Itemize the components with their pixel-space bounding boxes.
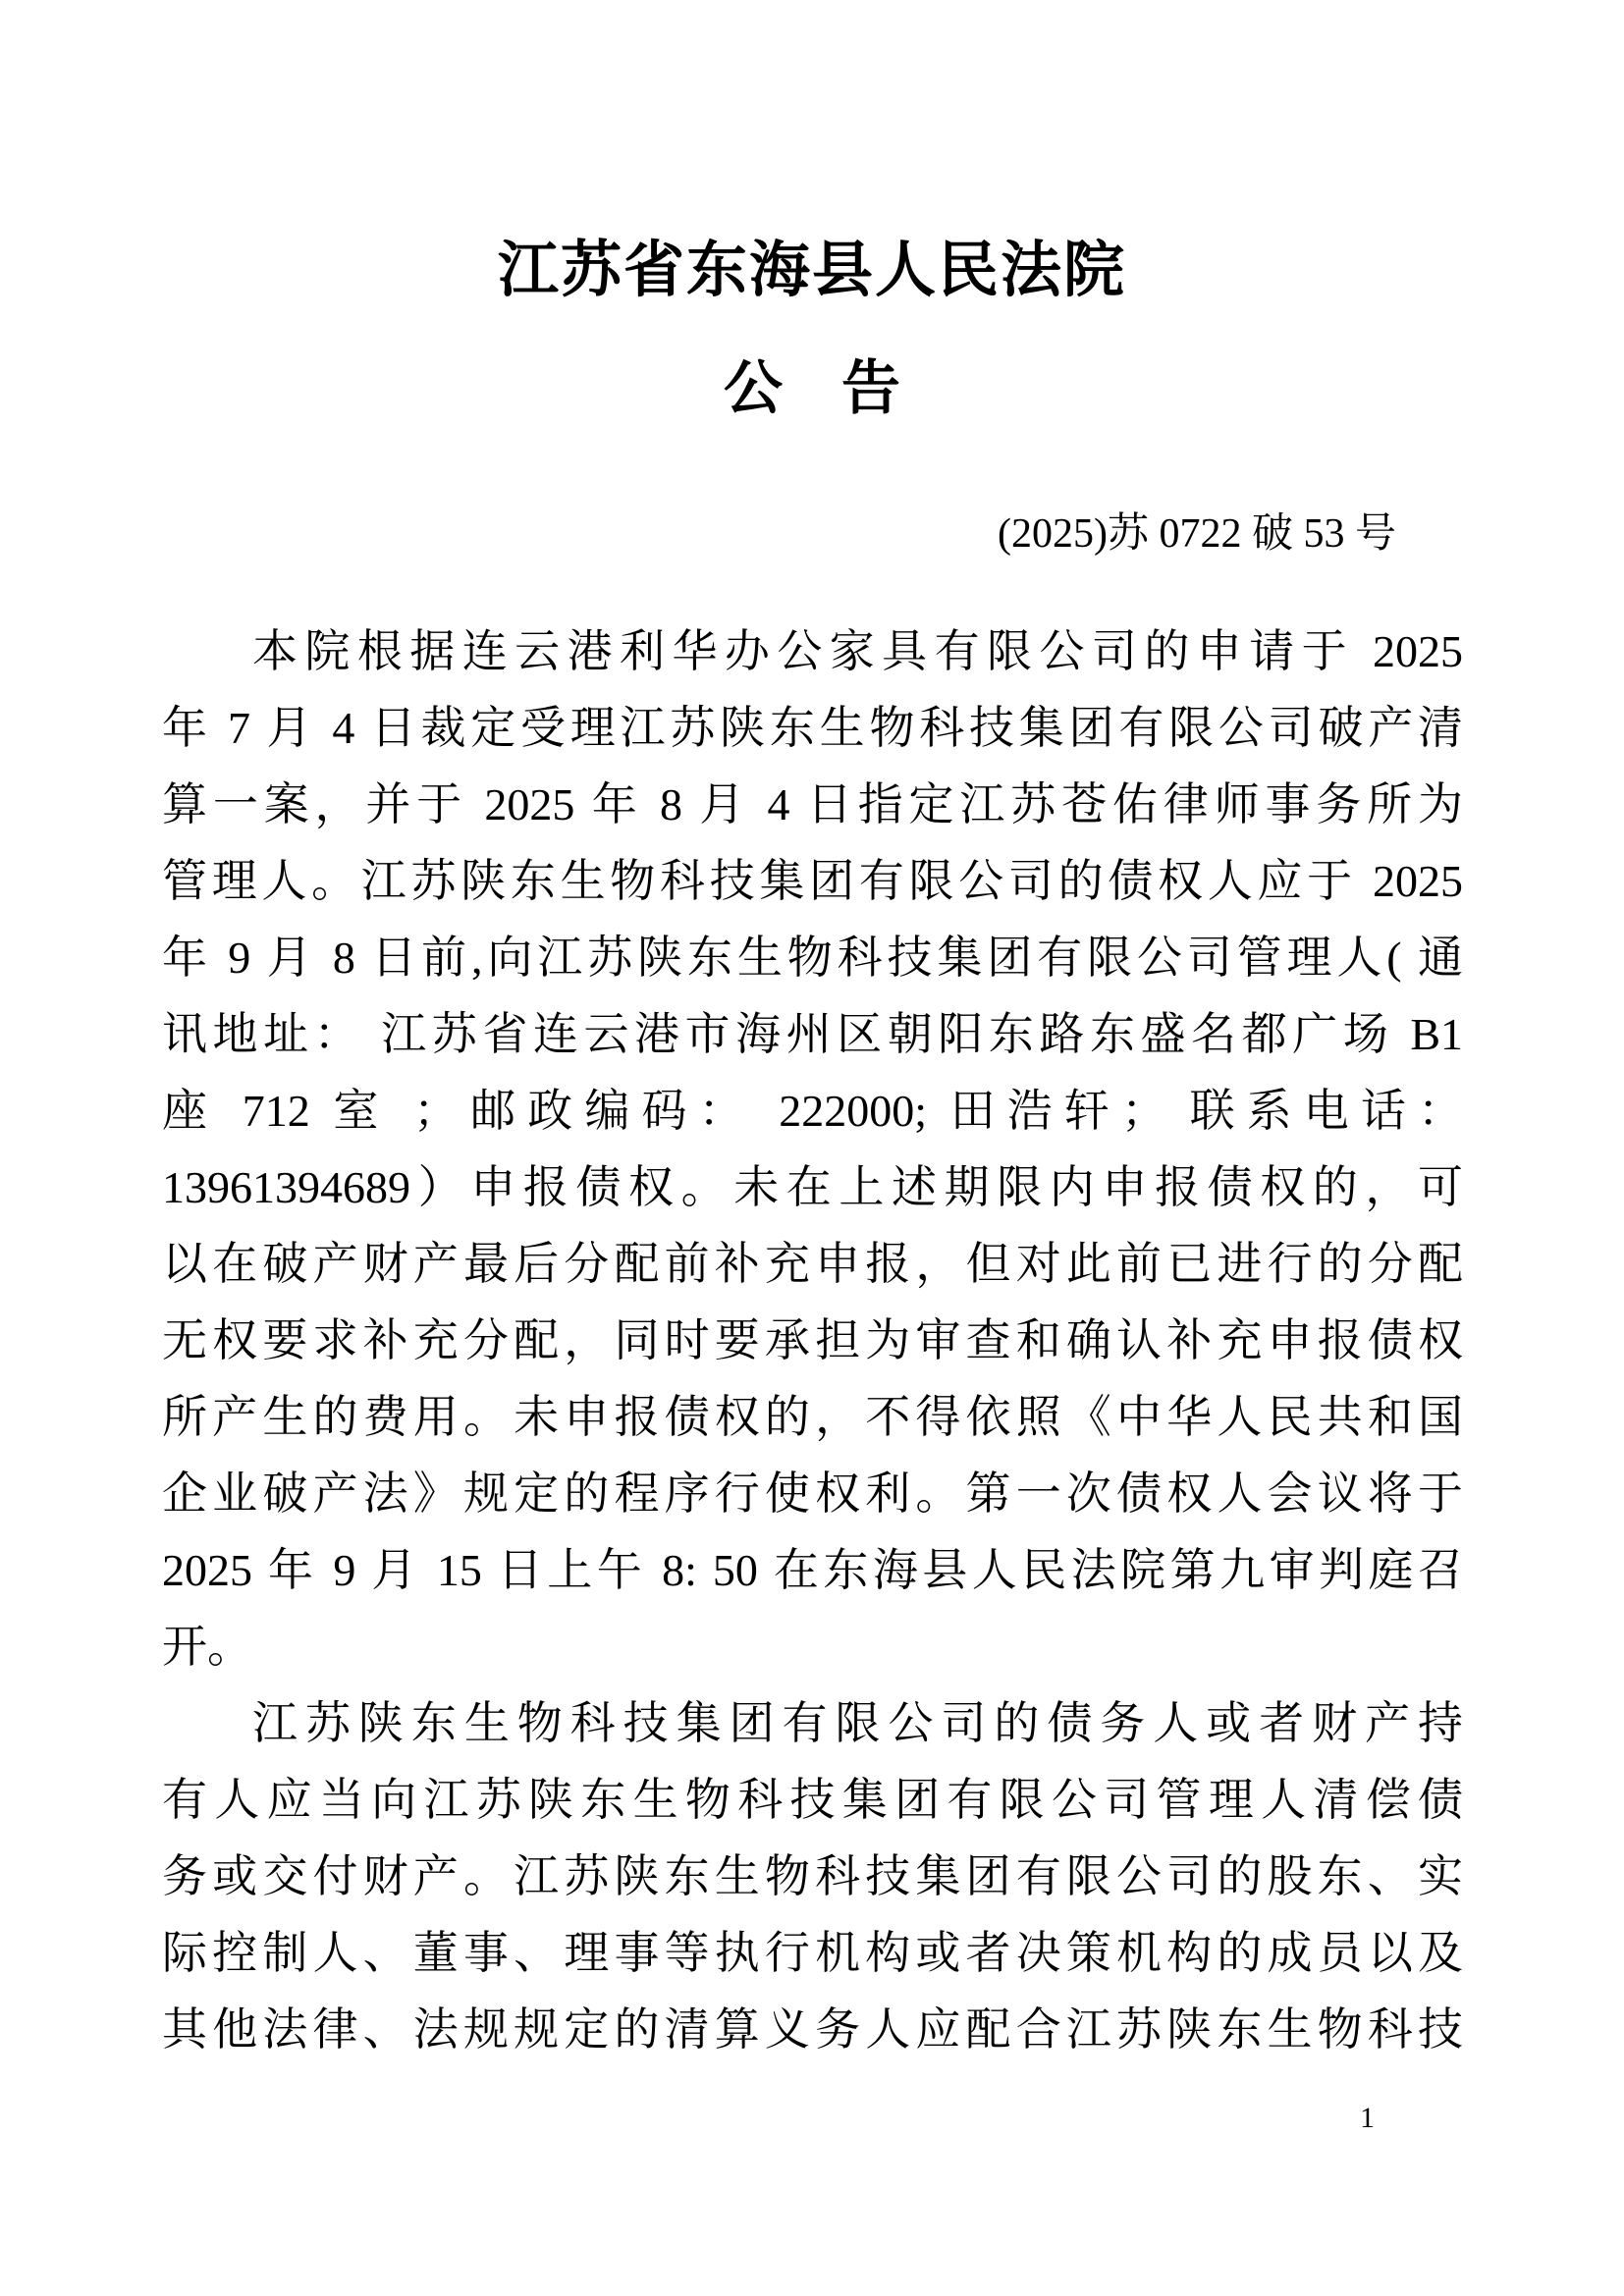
document-body (162, 614, 1463, 2068)
body-line: 年 7 月 4 日裁定受理江苏陕东生物科技集团有限公司破产清 (162, 703, 1463, 753)
body-line: 本院根据连云港利华办公家具有限公司的申请于 2025 (252, 626, 1463, 676)
body-line: 管理人。江苏陕东生物科技集团有限公司的债权人应于 2025 (162, 856, 1463, 906)
body-line: 座 712 室 ；邮政编码： 222000; 田浩轩； 联系电话： (162, 1086, 1463, 1136)
body-line: 算一案，并于 2025 年 8 月 4 日指定江苏苍佑律师事务所为 (162, 779, 1463, 829)
body-line: 讯地址： 江苏省连云港市海州区朝阳东路东盛名都广场 B1 (162, 1009, 1463, 1059)
body-line: 企业破产法》规定的程序行使权利。第一次债权人会议将于 (162, 1468, 1463, 1519)
body-line: 开。 (162, 1622, 252, 1672)
case-number: (2025)苏 0722 破 53 号 (998, 511, 1396, 557)
body-line: 所产生的费用。未申报债权的，不得依照《中华人民共和国 (162, 1392, 1463, 1442)
body-line: 江苏陕东生物科技集团有限公司的债务人或者财产持 (252, 1698, 1463, 1748)
body-line: 13961394689）申报债权。未在上述期限内申报债权的，可 (162, 1162, 1463, 1212)
body-line: 2025 年 9 月 15 日上午 8: 50 在东海县人民法院第九审判庭召 (162, 1545, 1463, 1595)
body-line: 际控制人、董事、理事等执行机构或者决策机构的成员以及 (162, 1928, 1463, 1978)
body-line: 以在破产财产最后分配前补充申报，但对此前已进行的分配 (162, 1239, 1463, 1289)
page-number: 1 (1360, 2102, 1375, 2134)
body-line: 无权要求补充分配，同时要承担为审查和确认补充申报债权 (162, 1315, 1463, 1365)
announcement-title: 公 告 (724, 355, 900, 421)
body-line: 其他法律、法规规定的清算义务人应配合江苏陕东生物科技 (162, 2004, 1463, 2055)
court-title: 江苏省东海县人民法院 (497, 237, 1126, 304)
body-line: 务或交付财产。江苏陕东生物科技集团有限公司的股东、实 (162, 1851, 1463, 1901)
body-line: 有人应当向江苏陕东生物科技集团有限公司管理人清偿债 (162, 1775, 1463, 1825)
body-line: 年 9 月 8 日前,向江苏陕东生物科技集团有限公司管理人( 通 (162, 933, 1463, 983)
